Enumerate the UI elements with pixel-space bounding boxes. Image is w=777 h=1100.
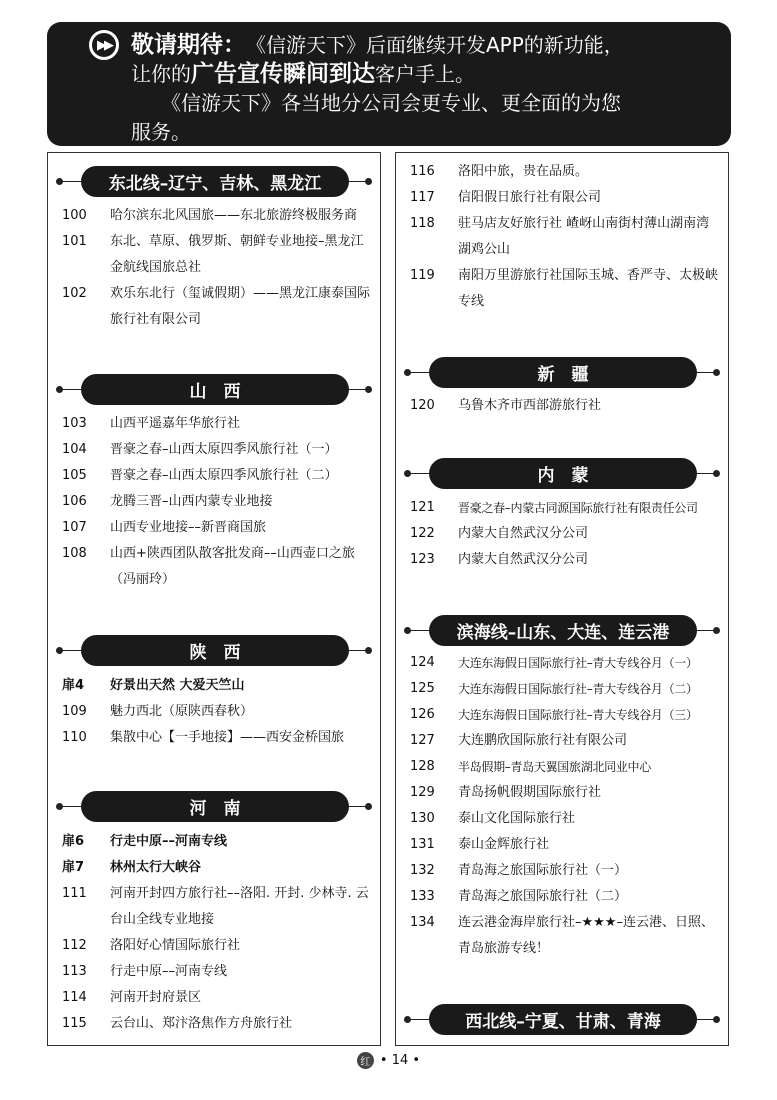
announcement-banner bbox=[47, 22, 731, 146]
section-header-shanxi: 山 西 bbox=[48, 374, 380, 406]
page-badge-icon: 红 bbox=[357, 1052, 374, 1069]
banner-line4: 服务。 bbox=[131, 120, 191, 144]
section-header-shaanxi: 陕 西 bbox=[48, 635, 380, 667]
banner-line1: 《信游天下》后面继续开发APP的新功能， bbox=[246, 32, 624, 57]
section-header-henan: 河 南 bbox=[48, 791, 380, 823]
page-footer bbox=[0, 1052, 777, 1069]
section-header-xibei: 西北线–宁夏、甘肃、青海 bbox=[396, 1004, 728, 1036]
banner-line2: 让你的广告宣传瞬间到达客户手上。 bbox=[131, 61, 475, 87]
section-header-neimeng: 内 蒙 bbox=[396, 458, 728, 490]
page-number: • 14 • bbox=[379, 1053, 421, 1068]
play-forward-icon: ▶▶ bbox=[89, 30, 119, 60]
section-header-xinjiang: 新 疆 bbox=[396, 357, 728, 389]
right-column: 116 洛阳中旅，贵在品质。 117 信阳假日旅行社有限公司 118 驻马店友好旅行社 嵖岈山南街村薄山湖南湾湖鸡公山 119 南阳万里游旅行社国际玉城、香严寺、太极峡专线 新 疆 120 乌鲁木齐市西部游旅行社 内 蒙 121 晋豪之春–内蒙古同源国际旅行社有限责任公司 122 内蒙大自然武汉分公司 123 内蒙大自然武汉分公司 滨海线–山东、大连、连云港 124 大连东海假日国际旅行社–青大专线谷月（一） 125 大连东海假日国际旅行社–青大专线谷月（二） 126 大连东海假日国际旅行社–青大专线谷月（三） 127 大连鹏欣国际旅行社有限公司 128 半岛假期–青岛天翼国旅湖北同业中心 129 青岛扬帆假期国际旅行社 130 泰山文化国际旅行社 131 泰山金辉旅行社 132 青岛海之旅国际旅行社（一） 133 青岛海之旅国际旅行社（二） 134 连云港金海岸旅行社–★★★–连云港、日照、青岛旅游专线！ 西北线–宁夏、甘肃、青海 bbox=[395, 152, 729, 1046]
section-header-dongbei: 东北线–辽宁、吉林、黑龙江 bbox=[48, 166, 380, 198]
section-header-binhai: 滨海线–山东、大连、连云港 bbox=[396, 615, 728, 647]
banner-heading: 敬请期待： bbox=[131, 31, 246, 58]
banner-line3: 《信游天下》各当地分公司会更专业、更全面的为您 bbox=[161, 91, 621, 115]
left-column: 东北线–辽宁、吉林、黑龙江 100 哈尔滨东北风国旅——东北旅游终极服务商 101 东北、草原、俄罗斯、朝鲜专业地接–黑龙江金航线国旅总社 102 欢乐东北行（玺诚假期）——黑龙江康泰国际旅行社有限公司 山 西 103 山西平遥嘉年华旅行社 104 晋豪之春–山西太原四季风旅行社（一） 105 晋豪之春–山西太原四季风旅行社（二） 106 龙腾三晋–山西内蒙专业地接 107 山西专业地接––新晋商国旅 108 山西+陕西团队散客批发商––山西壶口之旅（冯丽玲） 陕 西 扉4 好景出天然 大爱天竺山 109 魅力西北（原陕西春秋） 110 集散中心【一手地接】——西安金桥国旅 河 南 扉6 行走中原––河南专线 扉7 林州太行大峡谷 111 河南开封四方旅行社––洛阳. 开封. 少林寺. 云台山全线专业地接 112 洛阳好心情国际旅行社 113 行走中原––河南专线 114 河南开封府景区 115 云台山、郑汴洛焦作方舟旅行社 bbox=[47, 152, 381, 1046]
